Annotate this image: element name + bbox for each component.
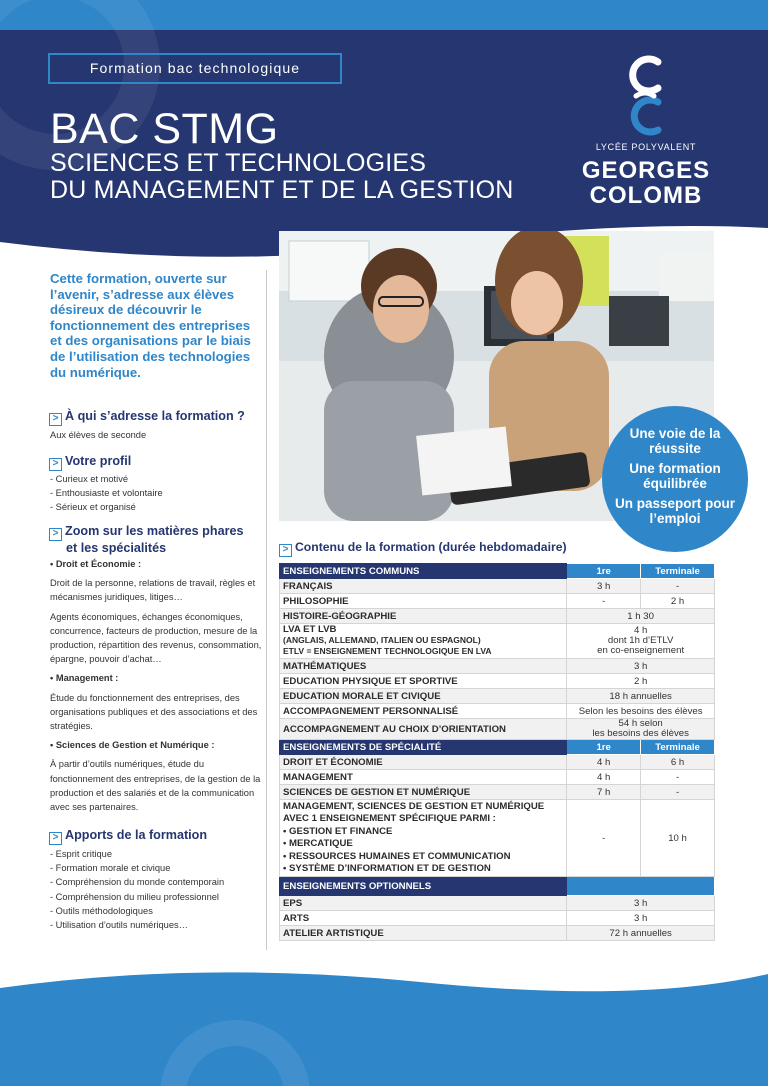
table-row [280,770,715,785]
table-header-cell: 1re [567,740,641,755]
table-cell [567,624,715,659]
table-header-cell: ENSEIGNEMENTS DE SPÉCIALITÉ [280,740,567,755]
table-cell: FRANÇAIS [280,579,567,594]
arrow-box-icon: > [49,832,62,845]
table-header-row [280,877,715,896]
formation-tag: Formation bac technologique [48,53,342,84]
orientation-value-1: 54 h selon [618,718,663,729]
droit-title: • Droit et Économie : [50,559,142,569]
table-row [280,594,715,609]
logo-name-line-2: COLOMB [589,182,703,209]
table-cell: EDUCATION MORALE ET CIVIQUE [280,689,567,704]
list-item: - Compréhension du milieu professionnel [50,891,219,902]
table-cell [280,800,567,877]
lva-value-2: dont 1h d’ETLV [607,635,674,646]
table-cell: 3 h [567,896,715,911]
lva-line-3: ETLV = ENSEIGNEMENT TECHNOLOGIQUE EN LVA [283,646,492,656]
mgmt-line-5: • RESSOURCES HUMAINES ET COMMUNICATION [283,850,511,862]
table-row [280,609,715,624]
list-item: - Formation morale et civique [50,863,171,874]
table-cell: EDUCATION PHYSIQUE ET SPORTIVE [280,674,567,689]
logo-name-line-1: GEORGES [581,157,711,184]
table-row [280,659,715,674]
page-subtitle-line-1: SCIENCES ET TECHNOLOGIES [50,149,427,177]
table-header-cell: ENSEIGNEMENTS COMMUNS [280,564,567,579]
table-cell: EPS [280,896,567,911]
lva-value-3: en co-enseignement [597,645,685,656]
management-title: • Management : [50,673,119,684]
table-cell: MATHÉMATIQUES [280,659,567,674]
table-cell: 3 h [567,659,715,674]
table-header-cell: ENSEIGNEMENTS OPTIONNELS [280,877,567,896]
lva-line-2: (ANGLAIS, ALLEMAND, ITALIEN OU ESPAGNOL) [283,635,481,645]
highlight-bubble [602,406,748,552]
page-title: BAC STMG [50,105,279,153]
footer-wave [0,960,768,1086]
droit-paragraph-1: Droit de la personne, relations de travail, règles et mécanismes juridiques, litiges… [50,578,256,603]
table-cell: 3 h [567,911,715,926]
table-cell: ACCOMPAGNEMENT PERSONNALISÉ [280,704,567,719]
apports-list [50,847,265,932]
orientation-value-2: les besoins des élèves [592,728,689,739]
table-cell: - [641,785,715,800]
table-cell: - [567,594,641,609]
zoom-content [50,557,265,814]
intro-paragraph: Cette formation, ouverte sur l’avenir, s’adresse aux élèves désireux de découvrir le fonctionnement des entreprises et des organisations par le biais de l’utilisation des technologies du numérique. [50,271,251,380]
arrow-box-icon: > [49,413,62,426]
table-header-cell: Terminale [641,564,715,579]
table-cell: 4 h [567,770,641,785]
logo-mark-icon [622,52,668,138]
bubble-line-1: Une voie de la réussite [629,426,721,456]
table-row [280,926,715,941]
bubble-line-3: Un passeport pour l’emploi [614,496,735,526]
table-row [280,689,715,704]
list-item: - Esprit critique [50,849,112,859]
list-item: - Utilisation d’outils numériques… [50,920,188,931]
table-cell: 2 h [567,674,715,689]
section-profile-title: Votre profil [65,454,132,468]
table-cell: ATELIER ARTISTIQUE [280,926,567,941]
management-paragraph: Étude du fonctionnement des entreprises, des organisations publiques et des associations et des stratégies. [50,692,258,732]
section-apports-heading [49,828,207,845]
school-logo [576,52,716,212]
table-cell: 72 h annuelles [567,926,715,941]
section-audience-title: À qui s’adresse la formation ? [65,409,245,423]
column-divider [266,270,267,950]
droit-paragraph-2: Agents économiques, échanges économiques, concurrence, facteurs de production, mesure de la production, répartition des revenus, consommation, épargne, pouvoir d’achat… [50,611,262,665]
arrow-box-icon: > [279,544,292,557]
table-cell: DROIT ET ÉCONOMIE [280,755,567,770]
table-cell: PHILOSOPHIE [280,594,567,609]
logo-small-caption: LYCÉE POLYVALENT [595,142,697,152]
table-row [280,624,715,659]
table-cell: HISTOIRE-GÉOGRAPHIE [280,609,567,624]
list-item: - Outils méthodologiques [50,905,153,916]
section-apports-title: Apports de la formation [65,828,208,842]
section-zoom-title-line-2: et les spécialités [66,541,167,555]
table-header-row [280,740,715,755]
mgmt-line-1: MANAGEMENT, SCIENCES DE GESTION ET NUMÉRIQUE [283,801,545,812]
table-header-row [280,564,715,579]
page-subtitle-line-2: DU MANAGEMENT ET DE LA GESTION [50,176,514,204]
mgmt-line-2: AVEC 1 ENSEIGNEMENT SPÉCIFIQUE PARMI : [283,813,496,825]
table-row [280,755,715,770]
section-zoom-heading [49,524,243,556]
table-title: Contenu de la formation (durée hebdomadaire) [295,540,567,554]
bubble-line-2: Une formation équilibrée [629,461,721,491]
table-cell [280,624,567,659]
lva-line-1: LVA ET LVB [283,624,337,635]
table-cell: ACCOMPAGNEMENT AU CHOIX D’ORIENTATION [280,719,567,740]
sgn-paragraph: À partir d’outils numériques, étude du fonctionnement des entreprises, de la gestion de la production et des salariés et de la communication avec ses partenaires. [50,759,261,813]
list-item: - Enthousiaste et volontaire [50,488,163,499]
mgmt-line-6: • SYSTÈME D’INFORMATION ET DE GESTION [283,863,491,875]
sgn-title: • Sciences de Gestion et Numérique : [50,740,215,751]
table-cell: MANAGEMENT [280,770,567,785]
table-header-cell [567,877,715,896]
program-table [279,563,715,941]
section-audience-heading [49,409,245,426]
table-cell: 4 h [567,755,641,770]
table-cell: 2 h [641,594,715,609]
table-row [280,785,715,800]
table-cell: 3 h [567,579,641,594]
mgmt-line-3: • GESTION ET FINANCE [283,825,393,837]
table-row [280,896,715,911]
footer-band [0,960,768,1086]
mgmt-line-4: • MERCATIQUE [283,838,353,850]
list-item: - Curieux et motivé [50,474,129,484]
table-heading [279,540,567,557]
table-cell: - [641,579,715,594]
table-row [280,674,715,689]
table-cell: SCIENCES DE GESTION ET NUMÉRIQUE [280,785,567,800]
header-banner [0,0,768,260]
table-row [280,704,715,719]
table-row [280,719,715,740]
section-zoom-title-line-1: Zoom sur les matières phares [65,524,244,538]
list-item: - Compréhension du monde contemporain [50,877,225,888]
table-header-cell: 1re [567,564,641,579]
table-cell: 18 h annuelles [567,689,715,704]
table-cell: Selon les besoins des élèves [567,704,715,719]
table-row [280,579,715,594]
section-profile-heading [49,454,131,471]
list-item: - Sérieux et organisé [50,502,136,513]
arrow-box-icon: > [49,528,62,541]
table-cell: 6 h [641,755,715,770]
table-cell: 7 h [567,785,641,800]
table-cell: 10 h [641,800,715,877]
table-row [280,911,715,926]
audience-text: Aux élèves de seconde [50,430,147,440]
table-header-cell: Terminale [641,740,715,755]
table-cell: - [641,770,715,785]
table-cell: ARTS [280,911,567,926]
arrow-box-icon: > [49,458,62,471]
lva-value-1: 4 h [633,625,648,636]
table-cell: - [567,800,641,877]
table-row [280,800,715,877]
profile-list [50,472,265,515]
table-cell: 1 h 30 [567,609,715,624]
table-cell [567,719,715,740]
